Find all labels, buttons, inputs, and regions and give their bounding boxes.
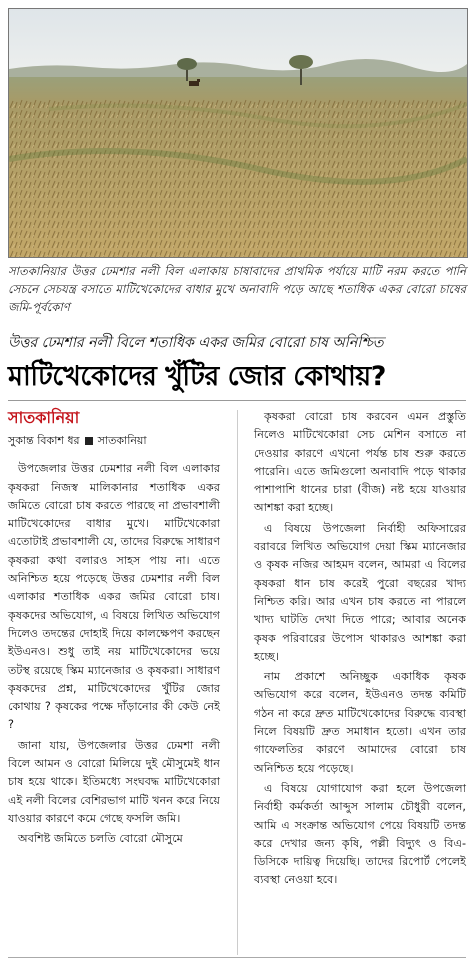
- bottom-divider: [8, 957, 466, 958]
- byline: [8, 432, 220, 450]
- article-column-left: [8, 408, 220, 851]
- author-name: সুকান্ত বিকাশ ধর: [8, 434, 80, 447]
- dateline: সাতকানিয়া: [8, 408, 80, 427]
- main-headline: মাটিখেকোদের খুঁটির জোর কোথায়?: [8, 361, 386, 392]
- separator-square-icon: [85, 437, 93, 445]
- paragraph: কৃষকরা বোরো চাষ করবেন এমন প্রস্তুতি নিলেও মাটিখেকোরা সেচ মেশিন বসাতে না দেওয়ার কারণে এখনো পর্যন্ত চাষ শুরু করতে পারেনি। এতে জমিগুলো অনাবাদি পড়ে থাকার পাশাপাশি ধানের চারা (বীজ) নষ্ট হয়ে যাওয়ার আশঙ্কা করা হচ্ছে।: [254, 410, 466, 515]
- paragraph: এ বিষয়ে যোগাযোগ করা হলে উপজেলা নির্বাহী কর্মকর্তা আব্দুস সালাম চৌধুরী বলেন, আমি এ সংক্রান্ত অভিযোগ পেয়ে বিষয়টি তদন্ত করে দেখার জন্য কৃষি, পল্লী বিদ্যুৎ ও বিএ-ডিসিকে দায়িত্ব দিয়েছি। তাদের রিপোর্ট পেলেই ব্যবস্থা নেওয়া হবে।: [254, 781, 466, 887]
- photo-caption: সাতকানিয়ার উত্তর ঢেমশার নলী বিল এলাকায় চাষাবাদের প্রাথমিক পর্যায়ে মাটি নরম করতে পানি সেচনে সেচযন্ত্র বসাতে মাটিখেকোদের বাধার মুখে অনাবাদি পড়ে আছে শতাধিক একর বোরো চাষের জমি-পূর্বকোণ: [8, 264, 466, 314]
- column-divider: [237, 410, 238, 955]
- divider: [8, 400, 466, 401]
- paragraph: উপজেলার উত্তর ঢেমশার নলী বিল এলাকার কৃষকরা নিজস্ব মালিকানার শতাধিক একর জমিতে বোরো চাষ করতে পারছে না প্রভাবশালী মাটিখেকোদের বাধার মুখে। মাটিখেকোরা এতোটাই প্রভাবশালী যে, তাদের বিরুদ্ধে সাধারণ কৃষকরা কথা বলারও সাহস পায় না। এতে অনিশ্চিত হয়ে পড়েছে উত্তর ঢেমশার নলী বিল এলাকার শতাধিক একর জমির বোরো চাষ। কৃষকদের অভিযোগ, এ বিষয়ে লিখিত অভিযোগ দিলেও তদন্তের দোহাই দিয়ে কালক্ষেপণ করছেন ইউএনও। শুধু তাই নয় মাটিখেকোদের ভয়ে তটস্থ রয়েছে স্কিম ম্যানেজার ও কৃষকরা। সাধারণ কৃষকদের প্রশ্ন, মাটিখেকোদের খুঁটির জোর কোথায় ? কৃষকের পক্ষে দাঁড়ানোর কী কেউ নেই ?: [8, 462, 220, 732]
- paragraph: জানা যায়, উপজেলার উত্তর ঢেমশা নলী বিলে আমন ও বোরো মিলিয়ে দুই মৌসুমেই ধান চাষ হয়ে থাকে। ইতিমধ্যে সংঘবদ্ধ মাটিখেকোরা এই নলী বিলের বেশিরভাগ মাটি খনন করে নিয়ে যাওয়ার কারণে কমে গেছে ফসলি জমি।: [8, 738, 220, 825]
- field-photo-illustration: [9, 9, 467, 257]
- paragraph: অবশিষ্ট জমিতে চলতি বোরো মৌসুমে: [18, 832, 183, 846]
- kicker-headline: উত্তর ঢেমশার নলী বিলে শতাধিক একর জমির বোরো চাষ অনিশ্চিত: [8, 335, 384, 351]
- paragraph: নাম প্রকাশে অনিচ্ছুক একাধিক কৃষক অভিযোগ করে বলেন, ইউএনও তদন্ত কমিটি গঠন না করে দ্রুত মাটিখেকোদের বিরুদ্ধে ব্যবস্থা নিলে বিষয়টি দ্রুত সমাধান হতো। এখন তার গাফেলতির কারণে আমাদের বোরো চাষ অনিশ্চিত হয়ে পড়েছে।: [254, 670, 466, 775]
- article-photo: [8, 8, 468, 258]
- byline-location: সাতকানিয়া: [97, 434, 147, 447]
- paragraph: এ বিষয়ে উপজেলা নির্বাহী অফিসারের বরাবরে লিখিত অভিযোগ দেয়া স্কিম ম্যানেজার ও কৃষক নজির আহমদ বলেন, আমরা এ বিলের কৃষকরা ধান চাষ করেই পুরো বছরের খাদ্য নিশ্চিত করি। আর এখন চাষ করতে না পারলে খাদ্য ঘাটতি দেখা দিতে পারে; আবার অনেক কৃষক পরিবারের উপোস থাকারও আশঙ্কা করা হচ্ছে।: [254, 521, 466, 663]
- article-column-right: [254, 408, 466, 892]
